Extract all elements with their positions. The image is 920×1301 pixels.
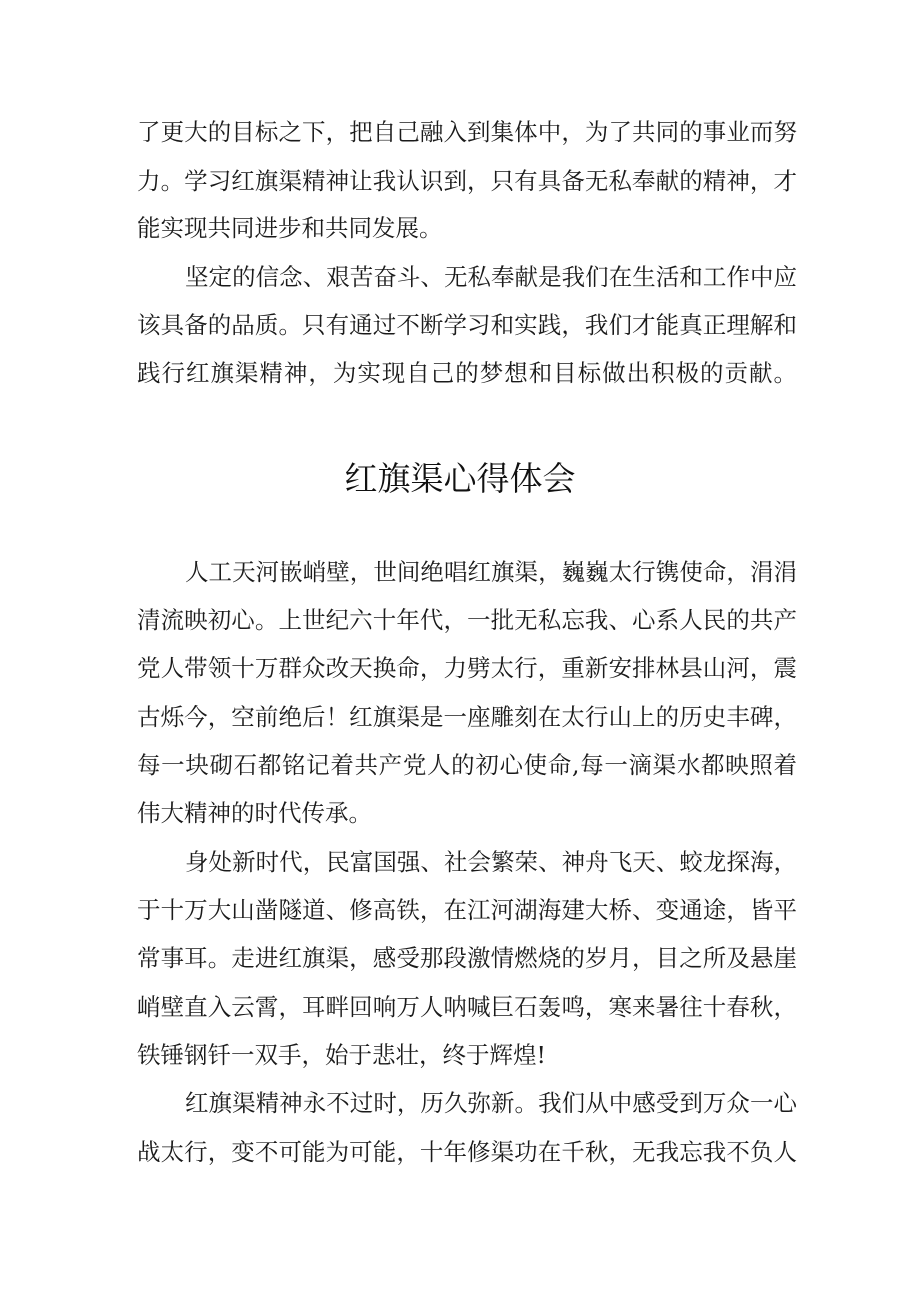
paragraph-line: 清流映初心。上世纪六十年代，一批无私忘我、心系人民的共产	[137, 606, 797, 634]
paragraph-line: 伟大精神的时代传承。	[137, 799, 372, 827]
paragraph-line: 红旗渠精神永不过时，历久弥新。我们从中感受到万众一心	[185, 1089, 797, 1117]
paragraph-line: 战太行，变不可能为可能，十年修渠功在千秋，无我忘我不负人	[137, 1138, 797, 1166]
paragraph-line: 于十万大山凿隧道、修高铁，在江河湖海建大桥、变通途，皆平	[137, 896, 797, 924]
paragraph-line: 该具备的品质。只有通过不断学习和实践，我们才能真正理解和	[137, 311, 797, 339]
paragraph-line: 古烁今，空前绝后！红旗渠是一座雕刻在太行山上的历史丰碑，	[137, 703, 797, 731]
document-title: 红旗渠心得体会	[344, 459, 576, 498]
paragraph-line: 铁锤钢钎一双手，始于悲壮，终于辉煌!	[137, 1041, 546, 1069]
paragraph-line: 践行红旗渠精神，为实现自己的梦想和目标做出积极的贡献。	[137, 359, 797, 387]
paragraph-line: 身处新时代，民富国强、社会繁荣、神舟飞天、蛟龙探海，	[185, 848, 797, 876]
paragraph-line: 了更大的目标之下，把自己融入到集体中，为了共同的事业而努	[137, 118, 797, 146]
paragraph-line: 党人带领十万群众改天换命，力劈太行，重新安排林县山河，震	[137, 654, 797, 682]
paragraph-line: 常事耳。走进红旗渠，感受那段激情燃烧的岁月，目之所及悬崖	[137, 944, 797, 972]
paragraph-line: 坚定的信念、艰苦奋斗、无私奉献是我们在生活和工作中应	[185, 263, 797, 291]
paragraph-line: 能实现共同进步和共同发展。	[137, 214, 443, 242]
paragraph-line: 峭壁直入云霄，耳畔回响万人呐喊巨石轰鸣，寒来暑往十春秋，	[137, 993, 797, 1021]
paragraph-line: 力。学习红旗渠精神让我认识到，只有具备无私奉献的精神，才	[137, 167, 797, 195]
paragraph-line: 每一块砌石都铭记着共产党人的初心使命,每一滴渠水都映照着	[137, 751, 797, 779]
paragraph-line: 人工天河嵌峭壁，世间绝唱红旗渠，巍巍太行镌使命，涓涓	[185, 558, 797, 586]
